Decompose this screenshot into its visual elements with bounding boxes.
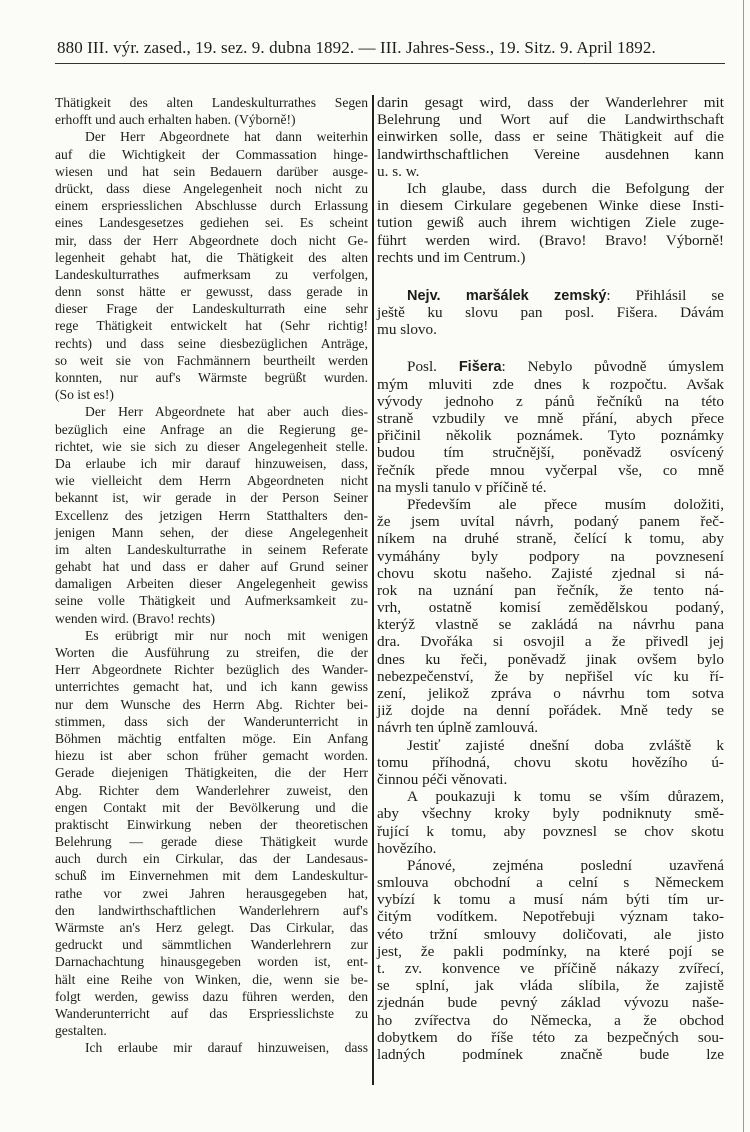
left-column-german bbox=[55, 94, 368, 1057]
paragraph bbox=[55, 403, 368, 626]
text-line: unterrichtes gemacht hat, und ich kann gewiss bbox=[55, 679, 368, 695]
text-line: hiezu ist aber schon früher gemacht worden. bbox=[55, 748, 368, 764]
text-line: t. zv. konvence ve příčině nákazy zvířecí, bbox=[377, 960, 724, 977]
paragraph bbox=[377, 496, 724, 737]
text-line: landwirthschaftlichen Vereine ausdehnen kann bbox=[377, 145, 724, 163]
text-line: Wärmste an's Herz gelegt. Das Cirkular, das bbox=[55, 920, 368, 935]
text-line: dnes ku řeči, poněvadž jinak ovšem bylo bbox=[377, 650, 724, 668]
text-line: A poukazuji k tomu se vším důrazem, bbox=[407, 788, 724, 806]
text-line: mir, dass der Herr Abgeordnete doch nicht Ge- bbox=[55, 232, 368, 248]
text-line: Herr Abgeordnete Richter bezüglich des Wander- bbox=[55, 662, 368, 678]
text-line: einem erspriesslichen Abschlusse durch Erlassung bbox=[55, 198, 368, 214]
text-line: richtet, wie sie sich zu dieser Angelegenheit stelle. bbox=[55, 438, 368, 454]
text-line: aby všechny kroky byly podniknuty smě- bbox=[377, 805, 724, 823]
text-line: bezüglich eine Anfrage an die Regierung ge- bbox=[55, 421, 368, 437]
text-line: vývody jednoho z pánů řečníků na této bbox=[377, 392, 724, 410]
text-line: na mysli tanulo v příčině té. bbox=[377, 478, 547, 496]
text-line: drückt, dass diese Angelegenheit noch nicht zu bbox=[55, 180, 368, 196]
text-line: Worten die Ausführung zu streifen, die der bbox=[55, 645, 368, 660]
text-line: in diesem Cirkulare gegebenen Winke diese Insti- bbox=[377, 197, 724, 215]
text-line: chovu skotu našeho. Zajisté zjednal si ná- bbox=[377, 564, 724, 582]
text-line: Jestiť zajisté dnešní doba zvláště k bbox=[407, 736, 724, 754]
text-line: nur dem Wunsche des Herrn Abg. Richter bei- bbox=[55, 696, 368, 712]
text-line: damaligen Arbeiten dieser Angelegenheit gewiss bbox=[55, 576, 368, 592]
header-rule bbox=[55, 63, 725, 64]
text-line: řečník přede mnou vyčerpal vše, co mně bbox=[377, 461, 724, 479]
text-line: Pánové, zejména poslední uzavřená bbox=[407, 856, 724, 874]
paragraph bbox=[55, 128, 368, 403]
text-line: vrh, ostatně komisí zemědělskou podaný, bbox=[377, 599, 724, 617]
text-line: dra. Dvořáka si osvojil a že přivedl jej bbox=[377, 633, 724, 651]
text-line: darin gesagt wird, dass der Wanderlehrer mit bbox=[377, 94, 724, 111]
text-line: již dojde na denní pořádek. Mně tedy se bbox=[377, 702, 724, 720]
text-line: folgt werden, gewiss dazu führen werden, den bbox=[55, 988, 368, 1004]
text-line: (So ist es!) bbox=[55, 387, 114, 403]
text-line: auch durch ein Cirkular, das der Landesaus- bbox=[55, 851, 368, 867]
text-line: kterýž vlastně se zakládá na návrhu pana bbox=[377, 616, 724, 634]
speech-paragraph bbox=[377, 287, 724, 339]
text-line: níkem na druhé straně, čelící k tomu, aby bbox=[377, 530, 724, 548]
text-line: bekannt ist, wir gerade in der Person Seiner bbox=[55, 490, 368, 506]
text-line: rechts und im Centrum.) bbox=[377, 248, 526, 266]
text-line: tution gewiß auch ihrem wichtigen Ziele zuge- bbox=[377, 214, 724, 232]
text-line: ještě ku slovu pan posl. Fišera. Dávám bbox=[377, 304, 724, 322]
paragraph bbox=[377, 788, 724, 857]
paragraph bbox=[377, 94, 724, 180]
text-line: rechts) und dass seine diesbezüglichen Anträge, bbox=[55, 335, 368, 351]
text-line: straně vzbudily ve mně přání, abych přece bbox=[377, 410, 724, 427]
text-line: Ich erlaube mir darauf hinzuweisen, dass bbox=[85, 1040, 368, 1056]
text-line: Belehrung und Wort auf die Landwirthschaft bbox=[377, 111, 724, 129]
text-line: Ich glaube, dass durch die Befolgung der bbox=[407, 179, 724, 197]
text-line: smlouva obchodní a celní s Německem bbox=[377, 874, 724, 892]
text-line: Landeskulturrathes aufmerksam zu verfolgen, bbox=[55, 266, 368, 282]
paragraph bbox=[377, 180, 724, 266]
text-line: nebezpečenství, že by nepřišel víc ku ří- bbox=[377, 667, 724, 685]
speech-paragraph bbox=[377, 358, 724, 496]
text-line: že jsem uvítal návrh, podaný panem řeč- bbox=[377, 513, 724, 531]
text-line: véto tržní smlouvy doličovati, ale jisto bbox=[377, 925, 724, 943]
text-line: jest, že pakli podmínky, na které pojí se bbox=[377, 942, 724, 960]
text-line: Es erübrigt mir nur noch mit wenigen bbox=[85, 627, 368, 643]
text-line: im alten Landeskulturrathe in seinem Referate bbox=[55, 541, 368, 557]
text-line: přičinil několik poznámek. Tyto poznámky bbox=[377, 427, 724, 445]
text-line: gestalten. bbox=[55, 1023, 107, 1039]
text-line: eines Landesgesetzes gediehen sei. Es scheint bbox=[55, 215, 368, 231]
speaker-name: Nejv. maršálek zemský bbox=[407, 287, 607, 304]
text-line: Der Herr Abgeordnete hat dann weiterhin bbox=[85, 129, 368, 145]
text-line: vymáhány byly podpory na povznesení bbox=[377, 547, 724, 565]
text-line: Nejv. maršálek zemský: Přihlásil se bbox=[407, 286, 724, 304]
text-line: Gerade diejenigen Thätigkeiten, die der Herr bbox=[55, 765, 368, 781]
text-line: wie vielleicht dem Herrn Abgeordneten nicht bbox=[55, 473, 368, 489]
text-line: rok na uznání pan řečník, že tento ná- bbox=[377, 581, 724, 599]
paragraph bbox=[55, 627, 368, 1040]
text-line: legenheit gehabt hat, die Thätigkeit des alten bbox=[55, 249, 368, 265]
text-line: zení, jelikož zpráva o návrhu tom sotva bbox=[377, 685, 724, 702]
text-line: erhofft und auch erhalten haben. (Výborně!) bbox=[55, 112, 296, 128]
text-line: dieser Frage der Landeskulturrath eine sehr bbox=[55, 301, 368, 317]
text-line: praktischt Einwirkung neben der theoretischen bbox=[55, 816, 368, 832]
text-line: čitým vodítkem. Nepotřebuji význam tako- bbox=[377, 908, 724, 926]
text-line: návrh ten úplně zamlouvá. bbox=[377, 719, 539, 737]
text-line: Böhmen mächtig entfalten möge. Ein Anfang bbox=[55, 730, 368, 746]
page-edge bbox=[743, 0, 744, 1132]
column-divider bbox=[372, 95, 374, 1085]
paragraph bbox=[377, 737, 724, 789]
text-line: dobytkem do říše této za bezpečných sou- bbox=[377, 1028, 724, 1046]
text-line: so weit sie von Fachmännern beurtheilt werden bbox=[55, 352, 368, 368]
text-line: auf die Wichtigkeit der Commassation hinge- bbox=[55, 146, 368, 162]
text-line: tomu příhodná, chovu skotu hovězího ú- bbox=[377, 753, 724, 771]
text-line: činnou péči věnovati. bbox=[377, 770, 508, 788]
paragraph bbox=[55, 1039, 368, 1056]
text-line: zjednán bude pevný základ vývozu naše- bbox=[377, 994, 724, 1012]
text-line: stimmen, dass sich der Wanderunterricht in bbox=[55, 713, 368, 729]
text-line: Abg. Richter dem Wanderlehrer zuweist, den bbox=[55, 782, 368, 798]
text-line: gedruckt und sämmtlichen Wanderlehrern zur bbox=[55, 937, 368, 953]
paragraph bbox=[55, 94, 368, 128]
text-line: rege Thätigkeit entwickelt hat (Sehr richtig! bbox=[55, 318, 368, 334]
text-line: seine volle Thätigkeit und Aufmerksamkeit zu- bbox=[55, 593, 368, 609]
text-line: den landwirthschaftlichen Wanderlehrern auf's bbox=[55, 902, 368, 918]
text-line: mým mluviti zde dnes k rozpočtu. Avšak bbox=[377, 375, 724, 393]
text-line: wiesen und hat sein Bedauern darüber ausge- bbox=[55, 163, 368, 179]
text-line: Darnachachtung hinausgegeben worden ist, ent- bbox=[55, 954, 368, 970]
text-line: Der Herr Abgeordnete hat aber auch dies- bbox=[85, 404, 368, 420]
text-line: hält eine Reihe von Winken, die, wenn sie be- bbox=[55, 971, 368, 987]
right-column-czech bbox=[377, 94, 724, 1063]
text-line: Da erlaube ich mir darauf hinzuweisen, dass, bbox=[55, 455, 368, 471]
text-line: Posl. Fišera: Nebylo původně úmyslem bbox=[407, 358, 724, 376]
text-line: jenigen Mann sehen, der diese Angelegenheit bbox=[55, 524, 368, 540]
text-line: konnten, nur auf's Wärmste begrüßt wurden. bbox=[55, 370, 368, 385]
text-line: u. s. w. bbox=[377, 162, 420, 180]
text-line: vybízí k tomu a musí nám býti tím ur- bbox=[377, 891, 724, 909]
text-line: Wanderunterricht auf das Erspriesslichste zu bbox=[55, 1005, 368, 1021]
paragraph bbox=[377, 857, 724, 1063]
text-line: führt werden wird. (Bravo! Bravo! Výborně! bbox=[377, 231, 724, 249]
text-line: Thätigkeit des alten Landeskulturrathes Segen bbox=[55, 95, 368, 110]
text-line: schuß im Einvernehmen mit dem Landeskultur- bbox=[55, 868, 368, 884]
text-line: Excellenz des jetzigen Herrn Statthalters den- bbox=[55, 507, 368, 523]
text-line: mu slovo. bbox=[377, 321, 437, 339]
text-line: se splní, jak vláda slíbila, že zajistě bbox=[377, 977, 724, 995]
text-line: Především ale přece musím doložiti, bbox=[407, 495, 724, 513]
text-line: hovězího. bbox=[377, 839, 437, 857]
text-line: ho zvířectva do Německa, a že obchod bbox=[377, 1011, 724, 1029]
text-line: budou tím stručnější, poněvadž osvícený bbox=[377, 444, 724, 462]
text-line: Belehrung — gerade diese Thätigkeit wurde bbox=[55, 834, 368, 850]
running-header: 880 III. výr. zased., 19. sez. 9. dubna 1892. — III. Jahres-Sess., 19. Sitz. 9. April 1892. bbox=[57, 38, 656, 57]
text-line: ladných podmínek značně bude lze bbox=[377, 1045, 724, 1063]
text-line: engen Contakt mit der Bevölkerung und die bbox=[55, 799, 368, 815]
text-line: rathe vor zwei Jahren herausgegeben hat, bbox=[55, 885, 368, 901]
text-line: denn sonst hätte er gewusst, dass gerade in bbox=[55, 284, 368, 300]
text-line: einwirken solle, dass er seine Thätigkeit auf die bbox=[377, 128, 724, 146]
text-line: řující k tomu, aby povznesl se chov skotu bbox=[377, 822, 724, 840]
text-line: gehabt hat und dass er daher auf Grund seiner bbox=[55, 559, 368, 575]
text-line: wenden wird. (Bravo! rechts) bbox=[55, 610, 216, 626]
speaker-name: Fišera bbox=[458, 359, 502, 376]
